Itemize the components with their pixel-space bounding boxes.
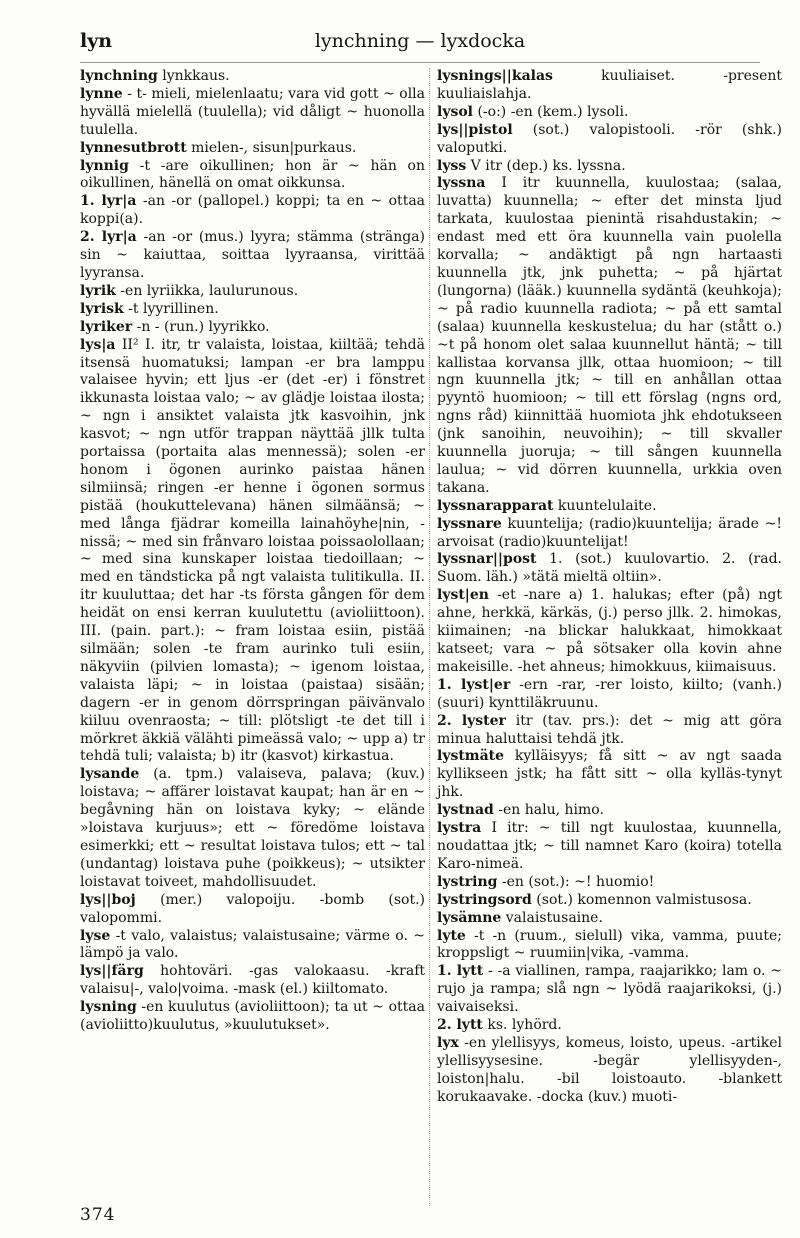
entry-definition: -en kuulutus (avioliittoon); ta ut ~ ottaa (avioliitto)kuulutus, »kuulutukset». (80, 999, 425, 1034)
dictionary-entry (437, 104, 782, 122)
right-column (437, 68, 782, 1107)
dictionary-entry (80, 928, 425, 964)
entry-headword: lys||färg (80, 963, 144, 980)
entry-definition: kuuntelulaite. (553, 497, 657, 514)
entry-headword: lyssnar||post (437, 551, 537, 568)
entry-definition: -et -nare a) 1. halukas; efter (på) ngt ahne, herkkä, kärkäs, (j.) perso jllk. 2. himokas, kiimainen; -na blickar halukkaat, himokkaat katseet; vara ~ på sötsaker olla kovin ahne makeisille. -het ahneus; himokkuus, kiimaisuus. (437, 587, 782, 675)
dictionary-entry (437, 928, 782, 964)
entry-headword: lysol (437, 103, 473, 120)
entry-headword: lyssna (437, 175, 486, 192)
entry-definition: kuuliaiset. -present kuuliaislahja. (437, 68, 782, 102)
entry-headword: 1. lytt (437, 963, 484, 980)
entry-definition: -ern -rar, -rer loisto, kiilto; (vanh.) (suuri) kynttiläkruunu. (437, 676, 783, 711)
entry-definition: mielen-, sisun|purkaus. (186, 139, 357, 156)
entry-definition: itr (tav. prs.): det ~ mig att göra minua haluttaisi tehdä jtk. (437, 712, 782, 747)
entry-definition: -t valo, valaistus; valaistusaine; värme o. ~ lämpö ja valo. (80, 927, 425, 962)
entry-headword: lystmäte (437, 748, 505, 765)
entry-headword: lys||boj (80, 891, 136, 908)
dictionary-entry (80, 301, 425, 319)
dictionary-entry (437, 1017, 782, 1035)
dictionary-entry (80, 963, 425, 999)
entry-definition: V itr (dep.) ks. lyssna. (466, 157, 626, 174)
entry-headword: lysande (80, 766, 140, 783)
entry-headword: lyte (437, 927, 466, 944)
dictionary-entry (80, 337, 425, 767)
entry-headword: lyss (437, 157, 467, 174)
dictionary-entry (80, 158, 425, 194)
dictionary-entry (437, 820, 782, 874)
dictionary-entry (437, 516, 782, 552)
running-head: lynchning — lyxdocka (314, 30, 526, 52)
entry-definition: -en halu, himo. (493, 802, 604, 819)
dictionary-entry (437, 748, 782, 802)
dictionary-entry (437, 874, 782, 892)
entry-headword: 2. lyster (437, 712, 506, 729)
entry-headword: lyrisk (80, 300, 124, 317)
dictionary-entry (80, 999, 425, 1035)
dictionary-entry (437, 158, 782, 176)
entry-headword: lys|a (80, 336, 116, 353)
dictionary-entry (437, 713, 782, 749)
entry-headword: lyssnarapparat (437, 497, 554, 514)
dictionary-entry (437, 910, 782, 928)
entry-definition: -t -are oikullinen; hon är ~ hän on oikullinen, hänellä on omat oikkunsa. (80, 157, 425, 192)
entry-definition: (a. tpm.) valaiseva, palava; (kuv.) loistava; ~ affärer loistavat kaupat; han är en ~ begåvning hän on loistava kyky; ~ elände »loistava kurjuus»; ett ~ föredöme loistava esimerkki; ett ~ resultat loistava tulos; ett ~ tal (undantag) loistava puhe (poikkeus); ~ utsikter loistavat toiveet, mahdollisuudet. (80, 766, 425, 890)
entry-headword: lyse (80, 927, 111, 944)
entry-headword: lyrik (80, 282, 116, 299)
dictionary-entry (437, 122, 782, 158)
dictionary-entry (437, 551, 782, 587)
entry-headword: 1. lyr|a (80, 193, 137, 210)
dictionary-entry (80, 140, 425, 158)
entry-definition: I itr: ~ till ngt kuulostaa, kuunnella, noudattaa jtk; ~ till namnet Karo (koira) totella Karo-nimeä. (437, 820, 782, 872)
dictionary-entry (437, 68, 782, 104)
entry-headword: lynne (80, 85, 123, 102)
entry-definition: (sot.) komennon valmistusosa. (531, 891, 752, 908)
entry-definition: kylläisyys; få sitt ~ av ngt saada kyllikseen jstk; ha fått sitt ~ olla kylläs-tynyt jhk. (437, 748, 782, 801)
entry-headword: lyriker (80, 318, 133, 335)
entry-definition: (-o:) -en (kem.) lysoli. (473, 103, 629, 120)
entry-headword: lyssnare (437, 515, 502, 532)
entry-headword: 2. lytt (437, 1017, 483, 1034)
entry-headword: lynnig (80, 157, 129, 174)
entry-definition: I itr kuunnella, kuulostaa; (salaa, luvatta) kuunnella; ~ efter det minsta ljud tarkata, kuulostaa pienintä risahdustakin; ~ endast med ett öra kuunnella vain puolella korvalla; ~ andäktigt på ngn hartaasti kuunnella jtk, jnk puhetta; ~ på hjärtat (lungorna) (lääk.) kuunnella sydäntä (keuhkoja); ~ på radio kuunnella radiota; ~ på ett samtal (salaa) kuunnella keskustelua; du har (stått o.) ~t på honom olet salaa kuunnellut häntä; ~ till kallistaa korvansa jllk, ottaa huomioon; ~ till ngn kuunnella jtk; ~ till en anhållan ottaa pyyntö huomioon; ~ till ett förslag (ngns ord, ngns råd) kiinnittää huomiota jhk ehdotukseen (jnk sanoihin, neuvoihin); ~ till skvaller kuunnella juoruja; ~ till sången kuunnella laulua; ~ vid dörren kuunnella, urkkia oven takana. (437, 175, 782, 496)
entry-headword: 2. lyr|a (80, 229, 137, 246)
entry-definition: -en lyriikka, laulurunous. (115, 282, 299, 299)
entry-definition: valaistusaine. (501, 909, 603, 926)
entry-headword: lyst|en (437, 587, 489, 604)
dictionary-entry (437, 963, 782, 1017)
entry-headword: lynchning (80, 68, 158, 84)
entry-headword: lysnings||kalas (437, 68, 553, 84)
entry-definition: - -a viallinen, rampa, raajarikko; lam o. ~ rujo ja rampa; slå ngn ~ lyödä raajarikoksi, (j.) vaivaiseksi. (437, 963, 782, 1016)
dictionary-entry (437, 677, 782, 713)
entry-definition: 1. (sot.) kuulovartio. 2. (rad. Suom. läh.) »tätä mieltä oltiin». (437, 551, 782, 586)
dictionary-entry (437, 802, 782, 820)
entry-definition: -an -or (pallopel.) koppi; ta en ~ ottaa koppi(a). (80, 193, 426, 228)
left-column (80, 68, 425, 1035)
header-rule (80, 62, 760, 63)
dictionary-entry (80, 283, 425, 301)
column-divider (429, 68, 430, 1206)
dictionary-entry (437, 587, 782, 677)
entry-definition: lynkkaus. (157, 68, 230, 84)
entry-definition: -an -or (mus.) lyyra; stämma (stränga) sin ~ kaiuttaa, soittaa lyyraansa, virittää lyyransa. (80, 229, 426, 281)
dictionary-entry (437, 892, 782, 910)
entry-definition: kuuntelija; (radio)kuuntelija; ärade ~! arvoisat (radio)kuuntelijat! (437, 515, 782, 550)
entry-headword: lystnad (437, 802, 494, 819)
entry-definition: -n - (run.) lyyrikko. (132, 318, 270, 335)
dictionary-entry (80, 766, 425, 891)
entry-headword: lystring (437, 873, 498, 890)
entry-headword: lys||pistol (437, 121, 513, 138)
dictionary-entry (437, 498, 782, 516)
entry-definition: -en ylellisyys, komeus, loisto, upeus. -artikel ylellisyysesine. -begär ylellisyyden-, loiston|halu. -bil loistoauto. -blankett korukaavake. -docka (kuv.) muoti- (437, 1034, 782, 1105)
entry-definition: -t lyyrillinen. (123, 300, 219, 317)
entry-headword: lystra (437, 820, 482, 837)
entry-definition: (sot.) valopistooli. -rör (shk.) valoputki. (437, 121, 782, 156)
entry-definition: (mer.) valopoiju. -bomb (sot.) valopommi. (80, 891, 425, 926)
entry-headword: lynnesutbrott (80, 139, 187, 156)
page-number: 374 (80, 1205, 116, 1225)
entry-definition: hohtoväri. -gas valokaasu. -kraft valaisu|-, valo|voima. -mask (el.) kiiltomato. (80, 963, 425, 998)
dictionary-entry (437, 175, 782, 497)
dictionary-entry (80, 193, 425, 229)
entry-definition: ks. lyhörd. (482, 1017, 562, 1034)
entry-definition: -en (sot.): ~! huomio! (497, 873, 655, 890)
entry-definition: - t- mieli, mielenlaatu; vara vid gott ~ olla hyvällä mielellä (tuulella); vid dåligt ~ huonolla tuulella. (80, 85, 425, 138)
entry-definition: II² I. itr, tr valaista, loistaa, kiiltää; tehdä itsensä huomatuksi; lampan -er bra lamppu valaisee hyvin; ett ljus -er (det -er) i fönstret ikkunasta loistaa valo; ~ av glädje loistaa ilosta; ~ ngn i ansiktet valaista jtk kasvoihin, jnk kasvot; ~ ngn utför trappan näyttää jllk tulta portaissa (portaita alas mennessä); solen -er honom i ögonen aurinko paistaa hänen silmiinsä; ringen -er henne i ögonen sormus pistää (houkuttelevana) hänen silmäänsä; ~ med långa fjädrar komeilla lainahöyhe|nin, -nissä; ~ med sin frånvaro loistaa poissaolollaan; ~ med sina kunskaper loistaa tiedoillaan; ~ med en tändsticka på ngt valaista tulitikulla. II. itr kuuluttaa; det har -ts första gången för dem heidät on ensi kerran kuulutettu (avioliittoon). III. (pain. part.): ~ fram loistaa esiin, pistää silmään; solen -te fram aurinko tuli esiin, näkyviin (pilvien lomasta); ~ igenom loistaa, valaista läpi; ~ in loistaa (paistaa) sisään; dagern -er in genom dörrspringan päivänvalo kiiluu ovenraosta; ~ till: plötsligt -te det till i mörkret äkkiä välähti pimeässä valo; ~ upp a) tr tehdä tuli; valaista; b) itr (kasvot) kirkastua. (80, 336, 425, 765)
entry-definition: -t -n (ruum., sielull) vika, vamma, puute; kroppsligt ~ ruumiin|vika, -vamma. (437, 927, 782, 962)
entry-headword: 1. lyst|er (437, 676, 511, 693)
dictionary-entry (80, 229, 425, 283)
entry-headword: lysämne (437, 909, 502, 926)
entry-headword: lysning (80, 999, 137, 1016)
dictionary-entry (437, 1035, 782, 1107)
page-header (80, 30, 760, 60)
dictionary-entry (80, 68, 425, 86)
dictionary-entry (80, 892, 425, 928)
dictionary-entry (80, 86, 425, 140)
left-guide-word: lyn (80, 30, 113, 52)
entry-headword: lyx (437, 1034, 459, 1051)
dictionary-entry (80, 319, 425, 337)
entry-headword: lystringsord (437, 891, 532, 908)
